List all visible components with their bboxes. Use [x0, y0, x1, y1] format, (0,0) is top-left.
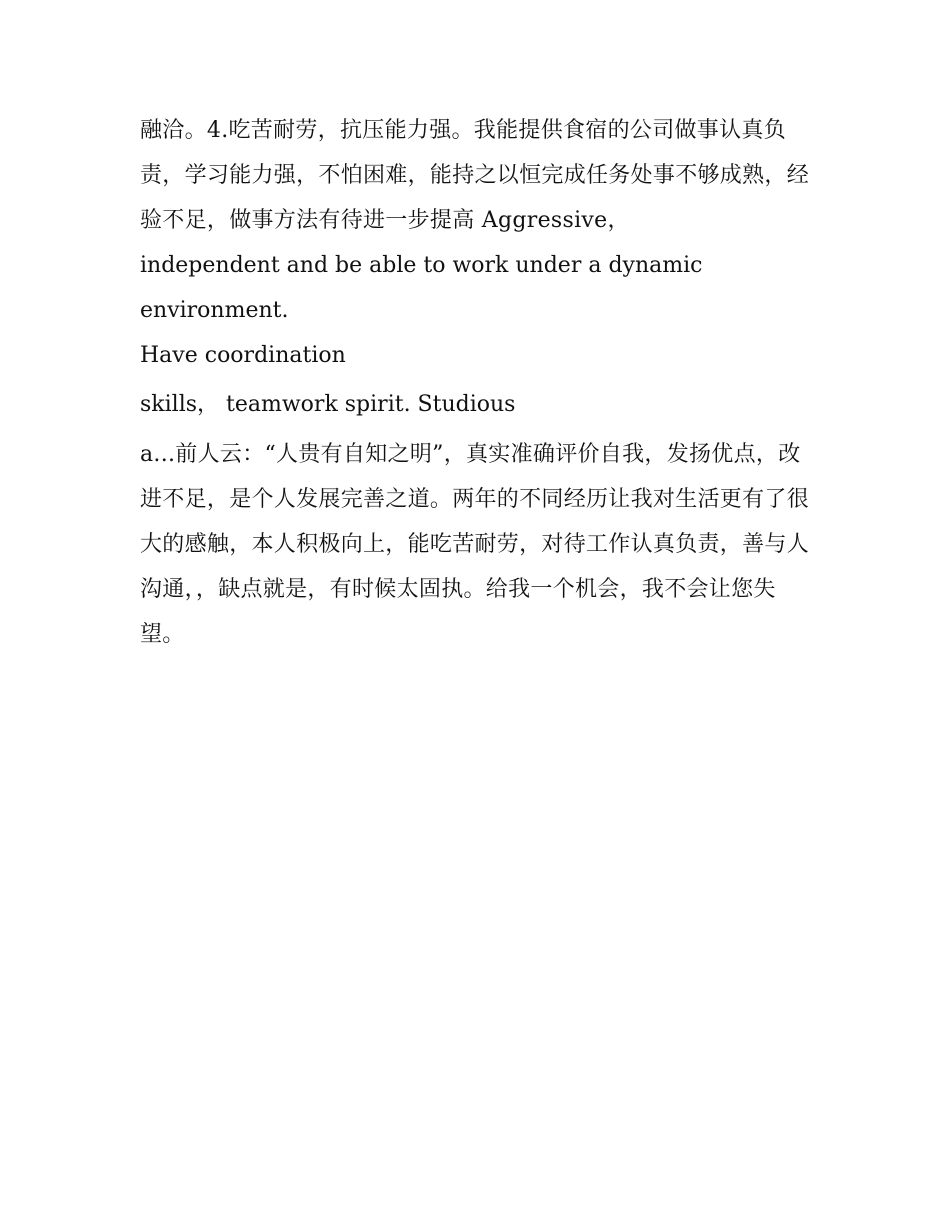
- paragraph-english-3: skills， teamwork spirit. Studious: [140, 392, 516, 417]
- paragraph-english-2: Have coordination: [140, 343, 346, 368]
- paragraph-english-1: independent and be able to work under a dynamic environment.: [140, 253, 703, 323]
- document-page: [140, 108, 815, 657]
- paragraph-self-evaluation-2: a...前人云：“人贵有自知之明”，真实准确评价自我，发扬优点，改进不足，是个人发展完善之道。两年的不同经历让我对生活更有了很大的感触，本人积极向上，能吃苦耐劳，对待工作认真负责，善与人沟通，，缺点就是，有时候太固执。给我一个机会，我不会让您失望。: [140, 442, 810, 647]
- paragraph-self-evaluation-1: 融洽。4.吃苦耐劳，抗压能力强。我能提供食宿的公司做事认真负责，学习能力强，不怕困难，能持之以恒完成任务处事不够成熟，经验不足，做事方法有待进一步提高 Aggressive，: [140, 118, 810, 233]
